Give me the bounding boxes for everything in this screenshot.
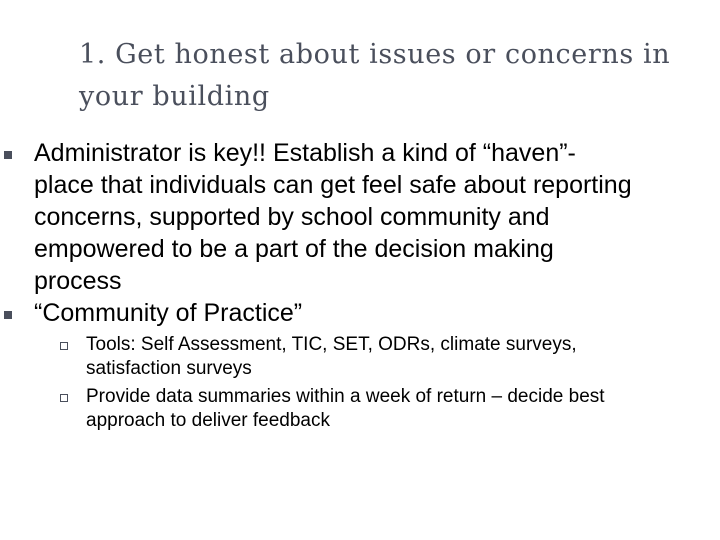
slide-title (79, 34, 720, 118)
hollow-square-bullet-icon (60, 394, 68, 402)
bullet-text: “Community of Practice” (34, 299, 303, 327)
sub-bullet-text: Provide data summaries within a week of return – decide best approach to deliver feedback (86, 386, 605, 431)
bullet-item-community-of-practice (0, 297, 634, 329)
filled-square-bullet-icon (4, 311, 12, 319)
slide-title-line-1: 1. Get honest about issues or concerns in (79, 39, 671, 70)
slide-title-line-2: your building (79, 81, 270, 112)
sub-bullet-list (0, 333, 720, 433)
filled-square-bullet-icon (4, 151, 12, 159)
bullet-item-administrator (0, 137, 634, 297)
hollow-square-bullet-icon (60, 342, 68, 350)
bullet-text: Administrator is key!! Establish a kind of “haven”- place that individuals can get feel safe about reporting concerns, supported by school community and empowered to be a part of the decision making process (34, 139, 632, 295)
sub-bullet-item-data-summaries (0, 385, 656, 433)
bullet-list (0, 137, 720, 437)
sub-bullet-text: Tools: Self Assessment, TIC, SET, ODRs, climate surveys, satisfaction surveys (86, 334, 577, 379)
sub-bullet-item-tools (0, 333, 656, 381)
